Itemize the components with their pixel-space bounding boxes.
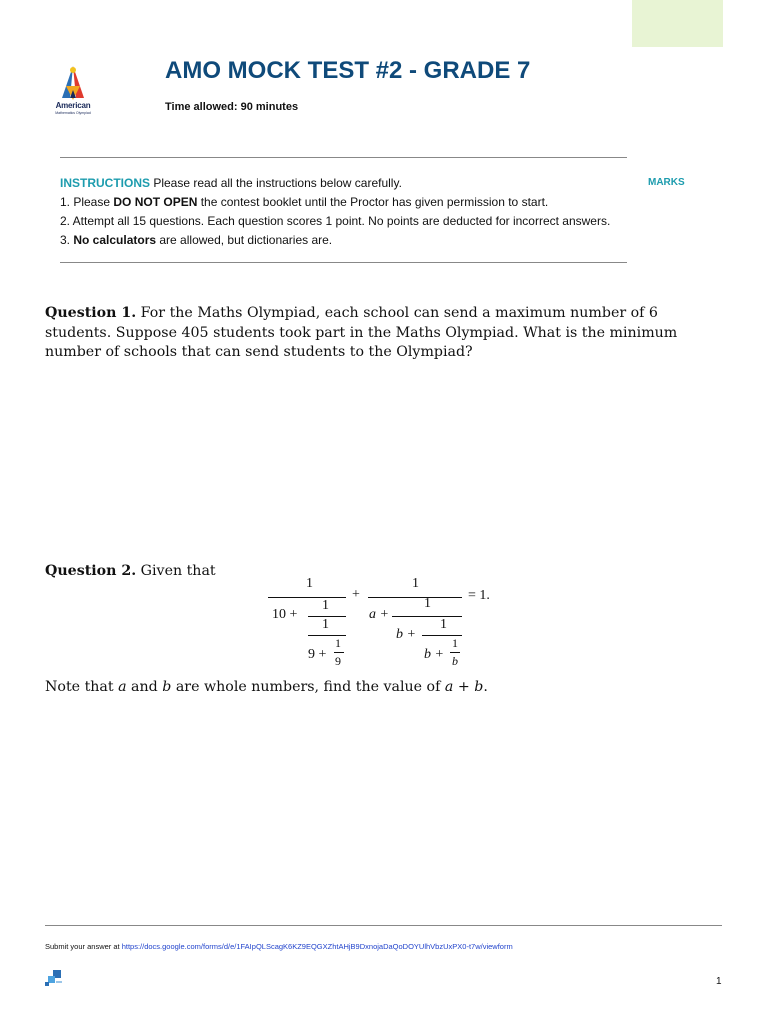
eq-b-plus-inner: b + xyxy=(424,647,444,662)
instructions-bottom-rule xyxy=(60,262,627,263)
eq-inner-denominator: b xyxy=(452,654,458,668)
instruction-item-3 xyxy=(60,231,610,250)
question-2-note xyxy=(45,678,725,698)
eq-plus-sign: + xyxy=(352,587,360,602)
eq-right-numerator: 1 xyxy=(412,576,419,591)
instruction-1-prefix: 1. Please xyxy=(60,195,114,209)
eq-a-plus: a + xyxy=(369,607,389,622)
eq-right-subsub-numerator: 1 xyxy=(440,617,447,632)
question-1 xyxy=(45,304,725,363)
question-1-label: Question 1. xyxy=(45,305,137,321)
question-2-intro: Given that xyxy=(136,563,216,579)
eq-right-sub-bar xyxy=(392,616,462,617)
page-title: AMO MOCK TEST #2 - GRADE 7 xyxy=(165,57,531,84)
question-2-equation xyxy=(262,570,502,680)
eq-nine-plus: 9 + xyxy=(308,647,327,662)
instructions-top-rule xyxy=(60,157,627,158)
eq-left-main-bar xyxy=(268,597,346,598)
eq-left-sub-numerator: 1 xyxy=(322,598,329,613)
note-var-a: a xyxy=(118,679,127,695)
footer-logo-icon xyxy=(45,969,65,987)
eq-left-numerator: 1 xyxy=(306,576,313,591)
eq-ten-plus: 10 + xyxy=(272,607,298,622)
note-prefix: Note that xyxy=(45,679,119,695)
instructions-heading-line xyxy=(60,174,610,193)
eq-nine-numerator: 1 xyxy=(335,636,341,650)
eq-left-subsub-numerator: 1 xyxy=(322,617,329,632)
amo-logo xyxy=(50,64,96,118)
instructions-intro: Please read all the instructions below carefully. xyxy=(150,176,402,190)
question-2-label: Question 2. xyxy=(45,563,137,579)
submit-link[interactable]: https://docs.google.com/forms/d/e/1FAIpQLScagK6KZ9EQGXZhtAHjB9DxnojaDaQoDOYUlhVbzUxPX0-t7w/viewform xyxy=(121,942,513,951)
logo-subtitle: Mathematics Olympiad xyxy=(55,111,91,115)
instruction-item-1 xyxy=(60,193,610,212)
note-middle: are whole numbers, find the value of xyxy=(171,679,445,695)
eq-right-main-bar xyxy=(368,597,462,598)
eq-equals-one: = 1. xyxy=(468,588,490,603)
time-allowed: Time allowed: 90 minutes xyxy=(165,101,299,113)
amo-logo-icon xyxy=(50,64,96,104)
eq-nine-bar xyxy=(334,652,344,653)
note-var-b: b xyxy=(162,679,172,695)
page-number: 1 xyxy=(716,976,722,987)
eq-inner-bar xyxy=(450,652,460,653)
instruction-1-suffix: the contest booklet until the Proctor has given permission to start. xyxy=(197,195,549,209)
note-and: and xyxy=(126,679,163,695)
eq-nine-denominator: 9 xyxy=(335,654,341,668)
instruction-1-bold: DO NOT OPEN xyxy=(113,195,198,209)
footer-rule xyxy=(45,925,722,926)
eq-inner-numerator: 1 xyxy=(452,636,458,650)
instruction-item-2: 2. Attempt all 15 questions. Each question scores 1 point. No points are deducted for incorrect answers. xyxy=(60,214,611,228)
instructions-heading: INSTRUCTIONS xyxy=(60,176,150,190)
instructions-block xyxy=(60,174,610,250)
eq-b-plus: b + xyxy=(396,627,416,642)
marks-label: MARKS xyxy=(648,177,685,188)
instruction-3-prefix: 3. xyxy=(60,233,74,247)
eq-right-sub-numerator: 1 xyxy=(424,596,431,611)
question-1-text: For the Maths Olympiad, each school can send a maximum number of 6 students. Suppose 405 students took part in the Maths Olympiad. What is the minimum number of schools that can send students to the Olympiad? xyxy=(45,305,678,360)
submit-line xyxy=(45,942,513,951)
note-end: . xyxy=(483,679,488,695)
note-expression: a + b xyxy=(444,679,484,695)
submit-prefix: Submit your answer at xyxy=(45,942,122,951)
instruction-3-bold: No calculators xyxy=(73,233,157,247)
corner-highlight-box xyxy=(632,0,723,47)
instruction-3-suffix: are allowed, but dictionaries are. xyxy=(156,233,333,247)
logo-wordmark: American xyxy=(55,101,91,110)
